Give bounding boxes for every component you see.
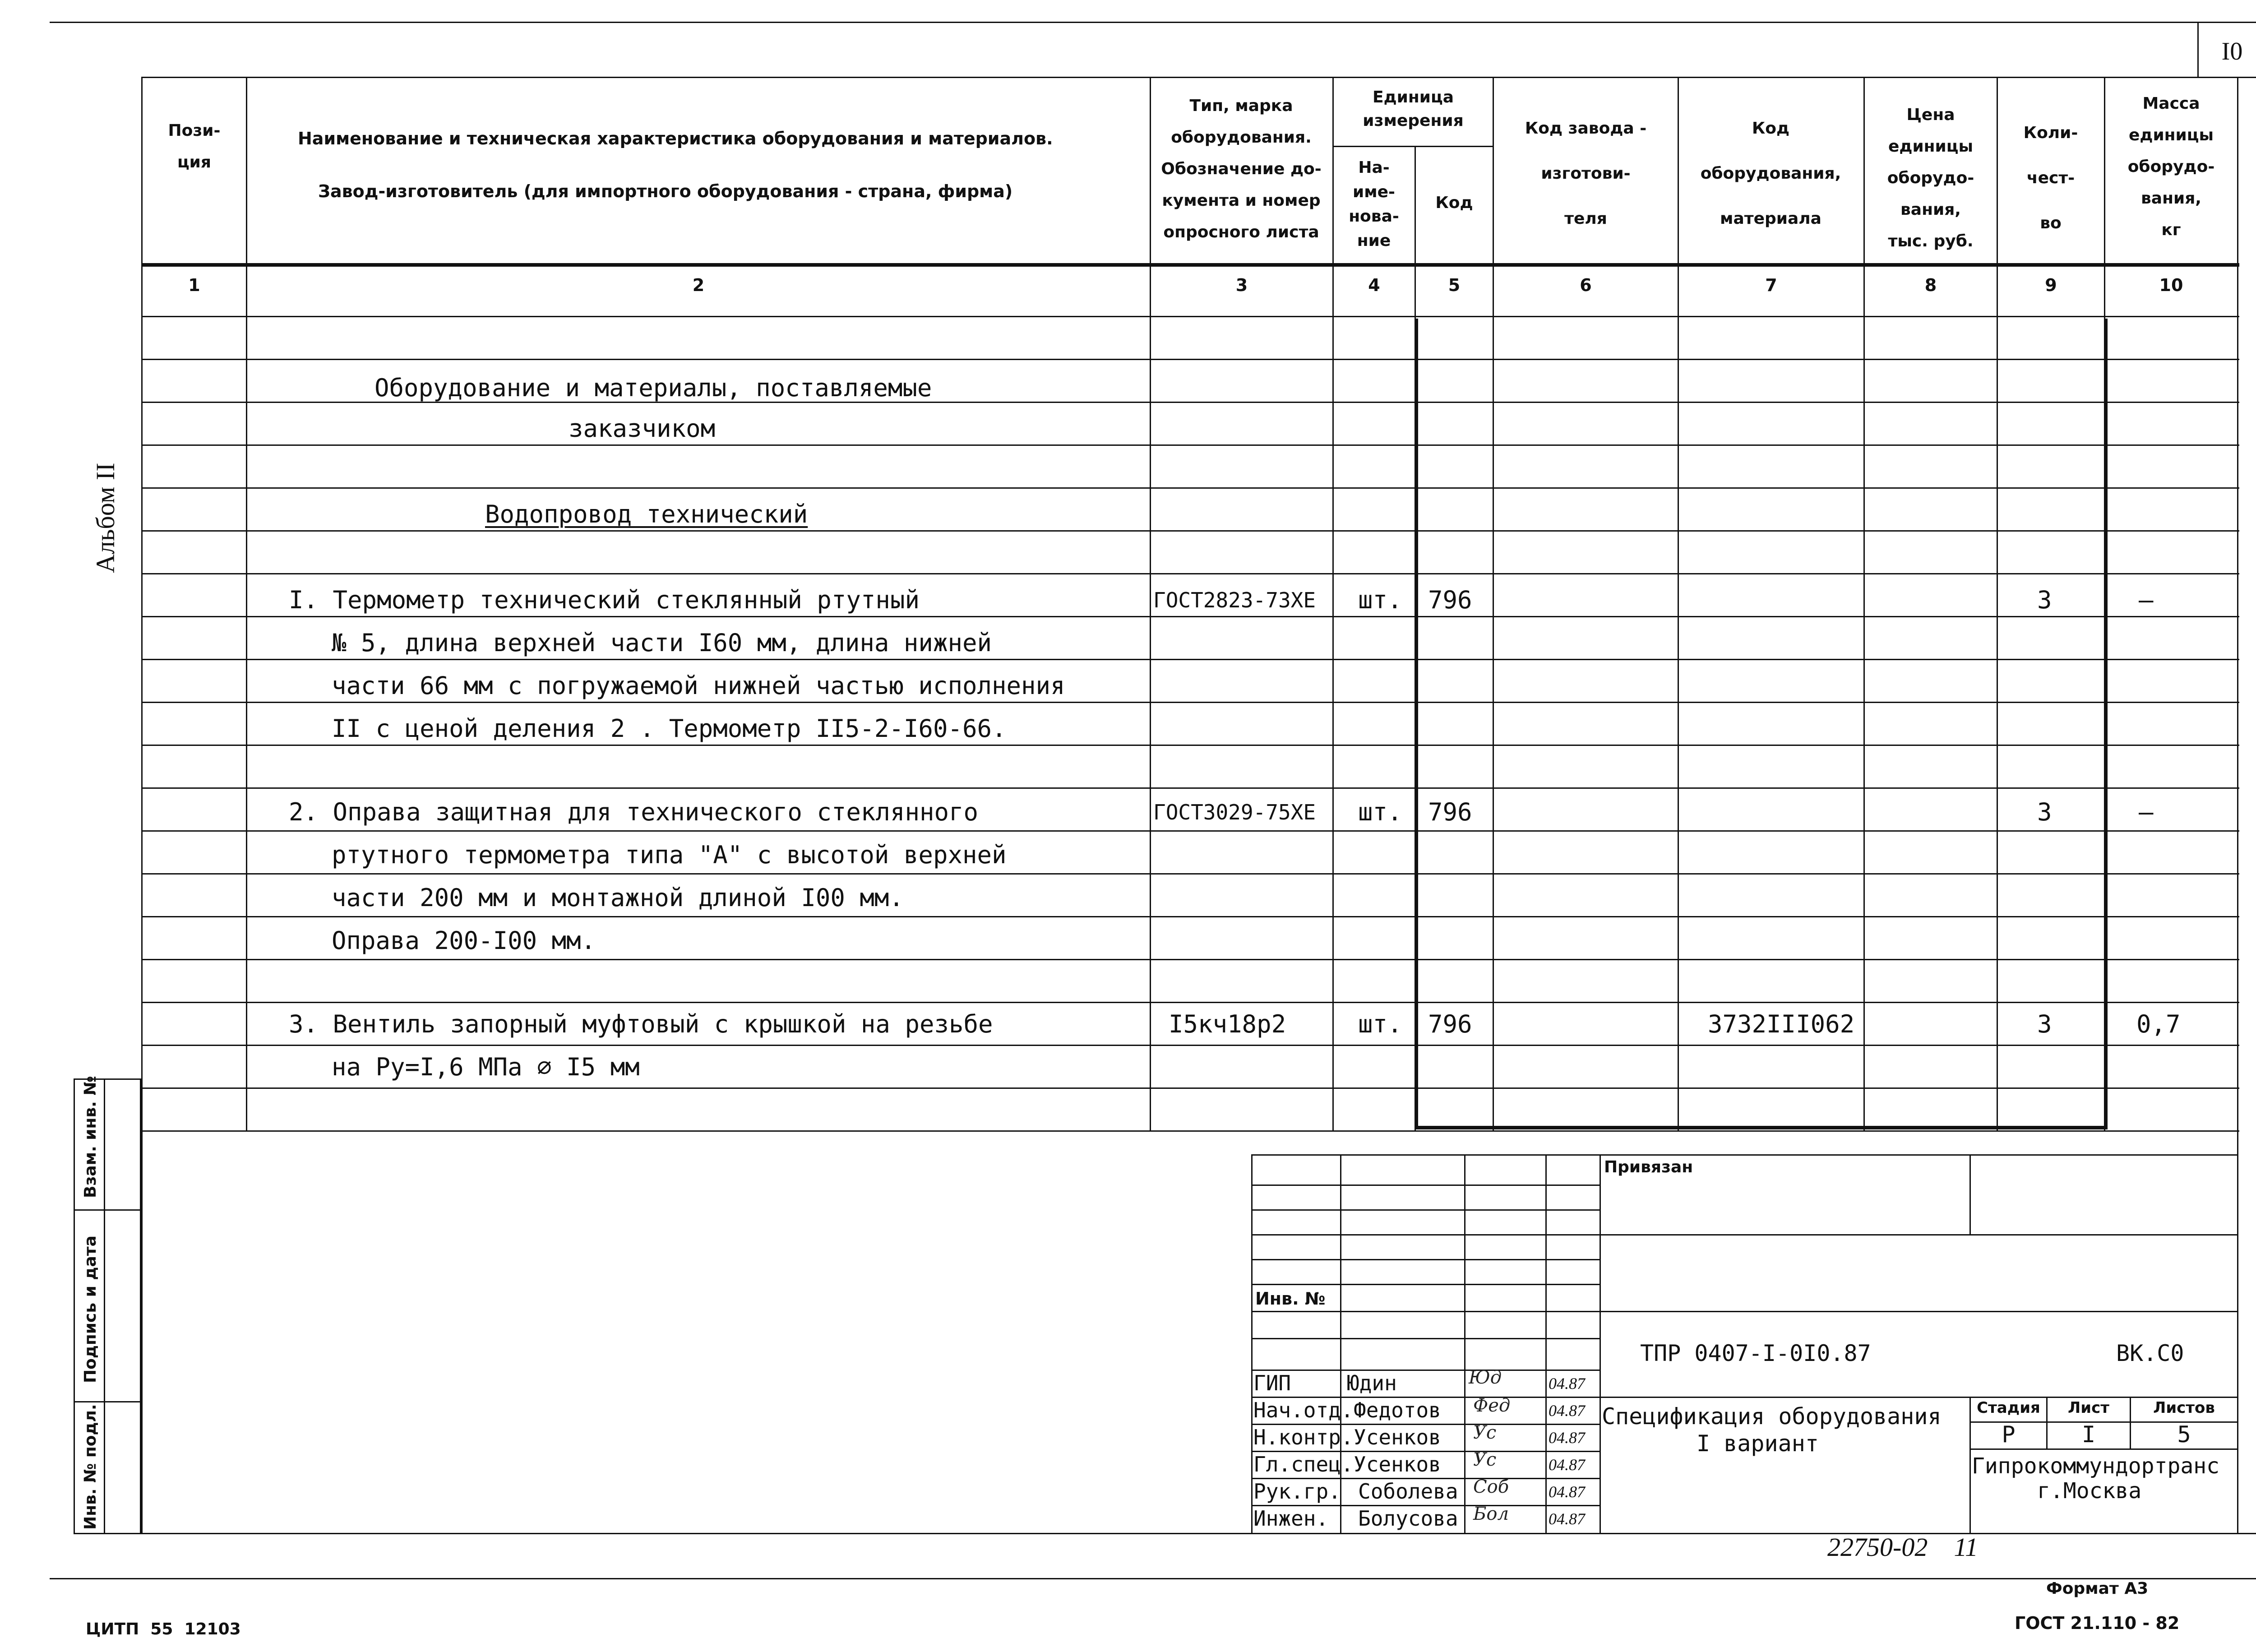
row-line xyxy=(141,830,2239,832)
item-3-qty: 3 xyxy=(2037,1010,2052,1038)
tb-line xyxy=(1600,1234,2237,1236)
tb-line xyxy=(1969,1397,1971,1534)
document-title-variant: I вариант xyxy=(1697,1430,1819,1457)
sig-role: Нач.отд. xyxy=(1253,1398,1354,1422)
document-mark: ВК.С0 xyxy=(2116,1340,2184,1366)
row-line xyxy=(141,659,2239,660)
header-equip-code: Код оборудования, материала xyxy=(1700,119,1841,228)
item-1-unit-code: 796 xyxy=(1428,586,1472,614)
row-line xyxy=(141,444,2239,446)
item-3-equip-code: 3732III062 xyxy=(1708,1010,1855,1038)
sig-role: Рук.гр. xyxy=(1253,1479,1341,1504)
col-number: 4 xyxy=(1368,275,1380,295)
sig-date: 04.87 xyxy=(1549,1429,1585,1447)
item-2-qty: 3 xyxy=(2037,798,2052,826)
sheets-label: Листов xyxy=(2153,1399,2215,1417)
item-1-line: II с ценой деления 2 . Термометр II5-2-I60-66. xyxy=(332,714,1007,743)
signature-mark: Бол xyxy=(1473,1504,1509,1524)
tb-line xyxy=(1251,1185,1600,1186)
section-title: заказчиком xyxy=(569,414,716,443)
citp-label: ЦИТП 55 12103 xyxy=(86,1620,241,1638)
sig-name: Юдин xyxy=(1347,1371,1397,1395)
item-2-line: ртутного термометра типа "А" с высотой верхней xyxy=(332,841,1007,869)
col-number: 1 xyxy=(188,275,200,295)
table-top xyxy=(141,77,2256,78)
item-2-unit-code: 796 xyxy=(1428,798,1472,826)
side-label-replaced-inv: Взам. инв. № xyxy=(81,1076,100,1198)
side-label-sign-date: Подпись и дата xyxy=(81,1236,100,1383)
item-2-mass: – xyxy=(2139,798,2154,826)
frame-bottom xyxy=(50,1578,2256,1579)
row-line xyxy=(141,487,2239,489)
table-left xyxy=(141,77,143,1534)
tb-line xyxy=(1251,1234,1600,1236)
tb-line xyxy=(1251,1154,1253,1533)
tb-line xyxy=(1545,1154,1547,1533)
row-line xyxy=(141,616,2239,617)
sig-role: Инжен. xyxy=(1253,1506,1329,1531)
document-title: Спецификация оборудования xyxy=(1602,1403,1942,1430)
item-1-qty: 3 xyxy=(2037,586,2052,614)
frame-top xyxy=(50,22,2256,23)
tb-line xyxy=(1251,1370,1600,1371)
sig-date: 04.87 xyxy=(1549,1374,1585,1393)
item-1-line: № 5, длина верхней части I60 мм, длина нижней xyxy=(332,629,992,657)
item-2-type: ГОСТ3029-75ХЕ xyxy=(1153,800,1316,824)
col-number: 3 xyxy=(1235,275,1248,295)
item-3-type: I5кч18р2 xyxy=(1169,1010,1286,1038)
row-line xyxy=(141,1002,2239,1003)
table-right xyxy=(2237,77,2238,1534)
bracket-right xyxy=(2104,319,2108,1129)
col-line-6 xyxy=(1678,77,1679,1130)
signature-mark: Фед xyxy=(1473,1395,1511,1416)
bracket-left xyxy=(1415,319,1418,1129)
tb-line xyxy=(1251,1154,2237,1156)
item-3-line: 3. Вентиль запорный муфтовый с крышкой на резьбе xyxy=(289,1010,993,1038)
col-line-7 xyxy=(1863,77,1865,1130)
subsection-title: Водопровод технический xyxy=(485,500,808,528)
row-line xyxy=(141,573,2239,574)
item-1-line: I. Термометр технический стеклянный ртутный xyxy=(289,586,920,614)
row-line xyxy=(141,959,2239,960)
sig-date: 04.87 xyxy=(1549,1456,1585,1474)
sig-name: Усенков xyxy=(1354,1452,1441,1476)
tb-line xyxy=(1969,1154,1971,1236)
tb-line xyxy=(1600,1311,2237,1312)
bracket-bottom xyxy=(1415,1126,2108,1129)
row-line xyxy=(141,787,2239,789)
tb-line xyxy=(1600,1154,1601,1533)
item-3-unit: шт. xyxy=(1358,1010,1402,1038)
col-number: 10 xyxy=(2159,275,2183,295)
item-1-type: ГОСТ2823-73ХЕ xyxy=(1153,588,1316,612)
sig-role: Н.контр. xyxy=(1253,1425,1354,1449)
signature-mark: Ус xyxy=(1473,1449,1497,1470)
signature-mark: Юд xyxy=(1469,1367,1502,1388)
header-plant-code: Код завода - изготови- теля xyxy=(1525,119,1647,228)
row-line xyxy=(141,1045,2239,1046)
row-line xyxy=(141,916,2239,917)
signature-mark: Ус xyxy=(1473,1422,1497,1443)
header-name-line1: Наименование и техническая характеристика оборудования и материалов. xyxy=(298,129,1053,148)
header-qty: Коли- чест- во xyxy=(2023,124,2078,232)
side-stamp-row xyxy=(74,1209,141,1211)
section-title: Оборудование и материалы, поставляемые xyxy=(374,374,932,402)
header-position: Пози- ция xyxy=(168,121,221,171)
header-mass: Масса единицы оборудо- вания, кг xyxy=(2127,94,2215,239)
tb-line xyxy=(1969,1448,2237,1450)
sig-role: Гл.спец. xyxy=(1253,1452,1354,1476)
document-code: ТПР 0407-I-0I0.87 xyxy=(1640,1340,1871,1366)
item-1-line: части 66 мм с погружаемой нижней частью исполнения xyxy=(332,671,1065,700)
format-label: Формат А3 xyxy=(2046,1579,2149,1598)
sig-date: 04.87 xyxy=(1549,1483,1585,1501)
header-unit-code: Код xyxy=(1435,194,1473,212)
row-line xyxy=(141,1087,2239,1089)
signature-mark: Соб xyxy=(1473,1476,1509,1497)
col-number: 8 xyxy=(1924,275,1937,295)
header-price: Цена единицы оборудо- вания, тыс. руб. xyxy=(1887,106,1974,250)
tb-line xyxy=(1600,1397,2237,1398)
tb-line xyxy=(1251,1311,1600,1312)
row-line xyxy=(141,702,2239,703)
sig-name: Соболева xyxy=(1358,1479,1458,1504)
item-2-line: Оправа 200-I00 мм. xyxy=(332,926,596,955)
sig-name: Болусова xyxy=(1358,1506,1458,1531)
tb-line xyxy=(1251,1284,1600,1285)
side-label-inv-orig: Инв. № подл. xyxy=(81,1404,100,1530)
sig-date: 04.87 xyxy=(1549,1402,1585,1420)
colnum-bottom xyxy=(141,316,2239,317)
item-2-unit: шт. xyxy=(1358,798,1402,826)
col-line-2 xyxy=(1150,77,1151,1130)
col-number: 7 xyxy=(1765,275,1777,295)
sig-name: Федотов xyxy=(1354,1398,1441,1422)
tb-line xyxy=(1464,1154,1465,1533)
item-2-line: части 200 мм и монтажной длиной I00 мм. xyxy=(332,884,904,912)
sheets-value: 5 xyxy=(2177,1421,2191,1448)
gost-label: ГОСТ 21.110 - 82 xyxy=(2015,1613,2180,1633)
header-name-line2: Завод-изготовитель (для импортного оборудования - страна, фирма) xyxy=(318,181,1013,201)
col-number: 9 xyxy=(2045,275,2057,295)
col-number: 6 xyxy=(1580,275,1592,295)
sig-role: ГИП xyxy=(1253,1371,1291,1395)
item-3-mass: 0,7 xyxy=(2136,1010,2181,1038)
sheet-number: I0 xyxy=(2221,37,2243,65)
col-number: 5 xyxy=(1448,275,1461,295)
row-line xyxy=(141,530,2239,532)
row-line xyxy=(141,873,2239,875)
header-unit-name: На- име- нова- ние xyxy=(1349,158,1399,250)
privyazan-label: Привязан xyxy=(1604,1158,1693,1176)
organization: Гипрокоммундортранс xyxy=(1972,1453,2220,1479)
side-stamp-row xyxy=(74,1401,141,1402)
row-line xyxy=(141,745,2239,746)
header-type: Тип, марка оборудования. Обозначение до- кумента и номер опросного листа xyxy=(1161,97,1322,241)
header-bottom xyxy=(141,263,2239,267)
row-line xyxy=(141,1130,2239,1132)
item-1-unit: шт. xyxy=(1358,586,1402,614)
tb-line xyxy=(1251,1259,1600,1260)
sig-date: 04.87 xyxy=(1549,1510,1585,1528)
col-line-5 xyxy=(1493,77,1494,1130)
sig-name: Усенков xyxy=(1354,1425,1441,1449)
archive-number: 22750-02 11 xyxy=(1827,1532,1979,1562)
tb-line xyxy=(1251,1338,1600,1339)
item-1-mass: – xyxy=(2139,586,2154,614)
row-line xyxy=(141,359,2239,360)
item-3-unit-code: 796 xyxy=(1428,1010,1472,1038)
col-line-1 xyxy=(246,77,247,1130)
side-stamp-divider xyxy=(104,1078,105,1534)
stage-label: Стадия xyxy=(1977,1399,2040,1417)
stage-value: Р xyxy=(2002,1421,2016,1448)
sheet-value: I xyxy=(2081,1421,2096,1448)
sheet-label: Лист xyxy=(2068,1399,2109,1417)
organization-city: г.Москва xyxy=(2037,1478,2142,1504)
header-unit-group: Единица измерения xyxy=(1363,88,1464,130)
col-number: 2 xyxy=(692,275,705,295)
item-3-line: на Ру=I,6 МПа ∅ I5 мм xyxy=(332,1053,640,1081)
tb-line xyxy=(1251,1209,1600,1211)
album-label: Альбом II xyxy=(91,463,120,573)
unit-group-line xyxy=(1332,146,1493,147)
item-2-line: 2. Оправа защитная для технического стеклянного xyxy=(289,798,979,826)
inv-number-label: Инв. № xyxy=(1255,1289,1326,1309)
